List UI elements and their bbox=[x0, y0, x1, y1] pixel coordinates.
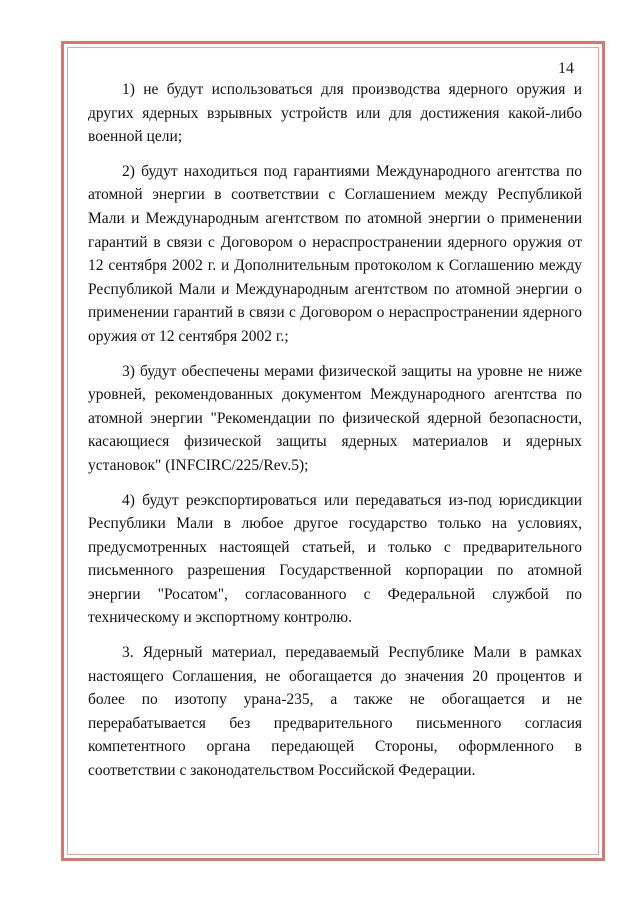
paragraph-clause-3: 3. Ядерный материал, передаваемый Республике Мали в рамках настоящего Соглашения, не обогащается до значения 20 процентов и более по изотопу урана-235, а также не обогащается и не перерабатывается без предварительного письменного согласия компетентного органа передающей Стороны, оформленного в соответствии с законодательством Российской Федерации. bbox=[88, 644, 582, 780]
paragraph-item-2: 2) будут находиться под гарантиями Международного агентства по атомной энергии в соответствии с Соглашением между Республикой Мали и Международным агентством по атомной энергии о применении гарантий в связи с Договором о нераспространении ядерного оружия от 12 сентября 2002 г. и Дополнительным протоколом к Соглашению между Республикой Мали и Международным агентством по атомной энергии о применении гарантий в связи с Договором о нераспространении ядерного оружия от 12 сентября 2002 г.; bbox=[88, 162, 582, 345]
paragraph-item-1: 1) не будут использоваться для производства ядерного оружия и других ядерных взрывных устройств или для достижения какой-либо военной цели; bbox=[88, 81, 582, 146]
paragraph-item-4: 4) будут реэкспортироваться или передаваться из-под юрисдикции Республики Мали в любое другое государство только на условиях, предусмотренных настоящей статьей, и только с предварительного письменного разрешения Государственной корпорации по атомной энергии "Росатом", согласованного с Федеральной службой по техническому и экспортному контролю. bbox=[88, 491, 582, 627]
page-number: 14 bbox=[558, 60, 574, 77]
paragraph-item-3: 3) будут обеспечены мерами физической защиты на уровне не ниже уровней, рекомендованных документом Международного агентства по атомной энергии "Рекомендации по физической ядерной безопасности, касающиеся физической защиты ядерных материалов и ядерных установок" (INFCIRC/225/Rev.5); bbox=[88, 362, 582, 474]
document-body bbox=[88, 78, 582, 794]
